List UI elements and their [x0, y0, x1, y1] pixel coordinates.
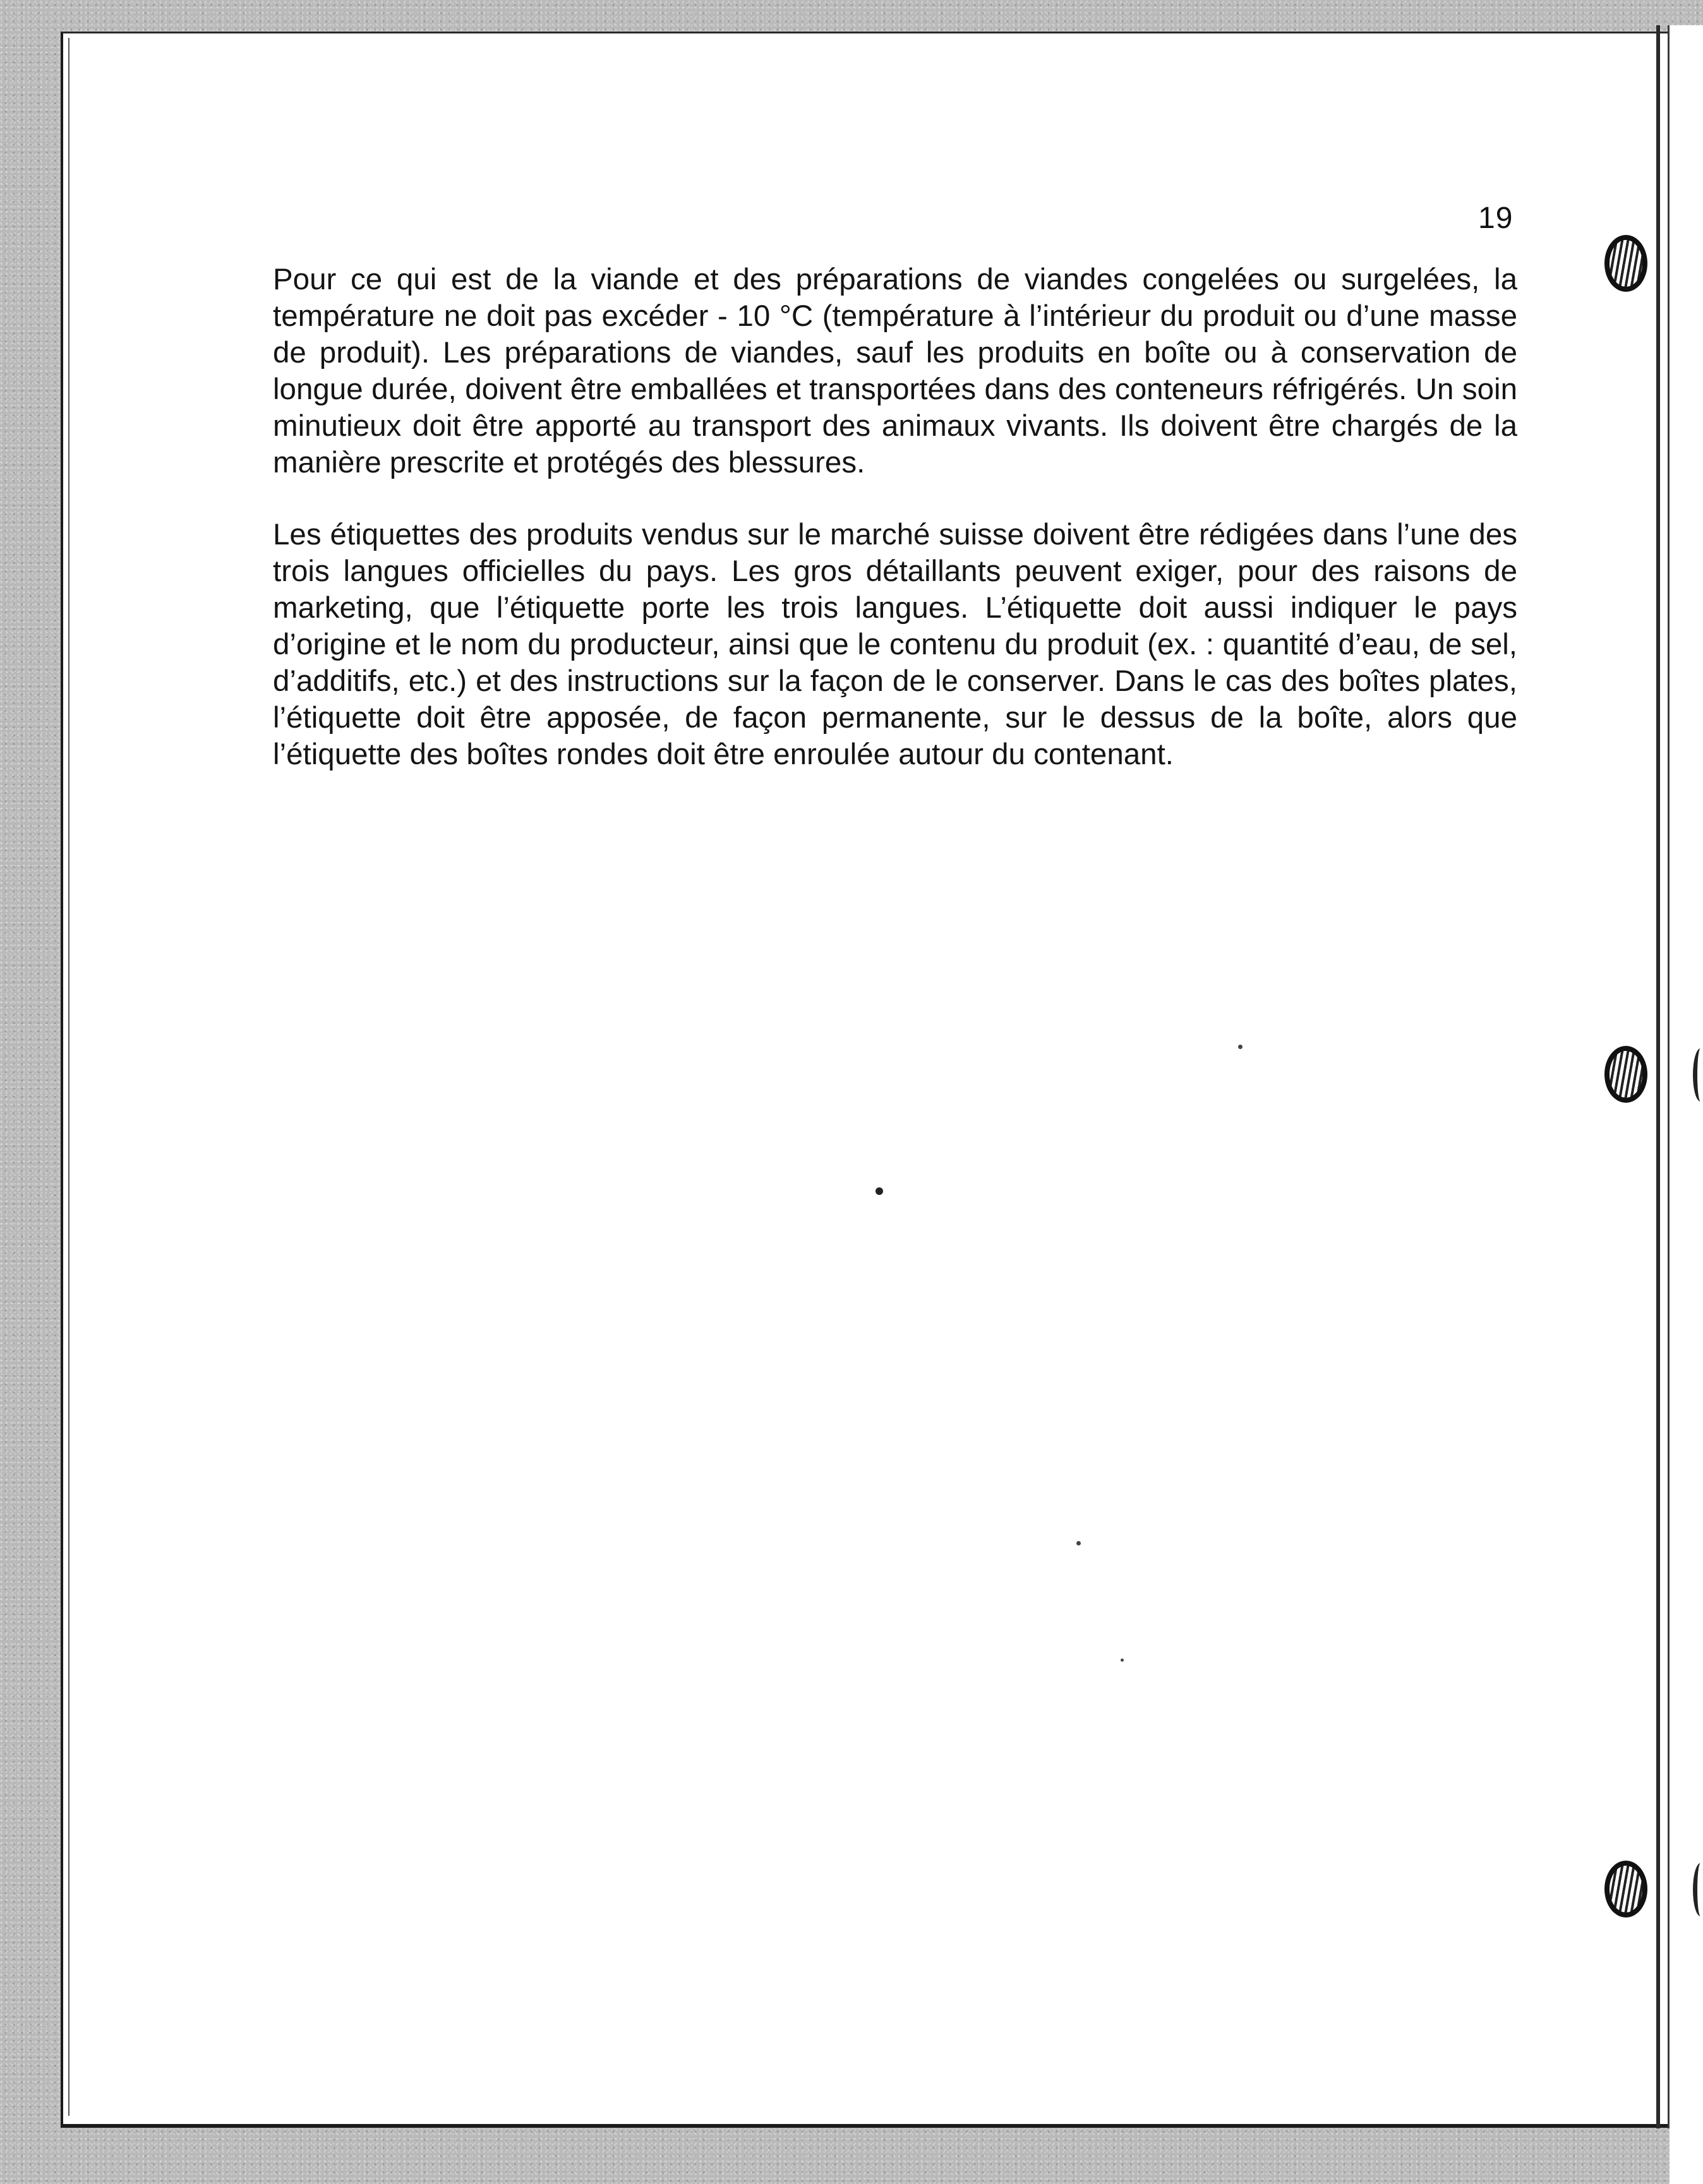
scan-speck [1238, 1045, 1243, 1049]
scan-speck [1076, 1541, 1081, 1545]
binder-ring-hole-icon [1604, 1861, 1647, 1917]
binder-ring-hole-icon [1604, 1046, 1647, 1103]
binder-ring-hole-icon [1604, 235, 1647, 292]
scan-speck [876, 1187, 883, 1195]
page-left-margin-line [68, 38, 69, 2116]
scan-speck [1121, 1659, 1124, 1662]
page-number: 19 [1478, 201, 1513, 235]
adjacent-page-strip [1670, 25, 1703, 2184]
paragraph-transport: Pour ce qui est de la viande et des préparations de viandes congelées ou surgelées, la température ne doit pas excéder - 10 °C (température à l’intérieur du produit ou d’une masse de produit). Les préparations de viandes, sauf les produits en boîte ou à conservation de longue durée, doivent être emballées et transportées dans des conteneurs réfrigérés. Un soin minutieux doit être apporté au transport des animaux vivants. Ils doivent être chargés de la manière prescrite et protégés des blessures. [273, 263, 1517, 479]
binder-edge-line-outer [1668, 25, 1670, 2128]
paragraph-labeling: Les étiquettes des produits vendus sur le marché suisse doivent être rédigées dans l’une des trois langues officielles du pays. Les gros détaillants peuvent exiger, pour des raisons de marketing, que l’étiquette porte les trois langues. L’étiquette doit aussi indiquer le pays d’origine et le nom du producteur, ainsi que le contenu du produit (ex. : quantité d’eau, de sel, d’additifs, etc.) et des instructions sur la façon de le conserver. Dans le cas des boîtes plates, l’étiquette doit être apposée, de façon permanente, sur le dessus de la boîte, alors que l’étiquette des boîtes rondes doit être enroulée autour du contenant. [273, 518, 1517, 771]
binder-edge-line [1656, 25, 1660, 2128]
